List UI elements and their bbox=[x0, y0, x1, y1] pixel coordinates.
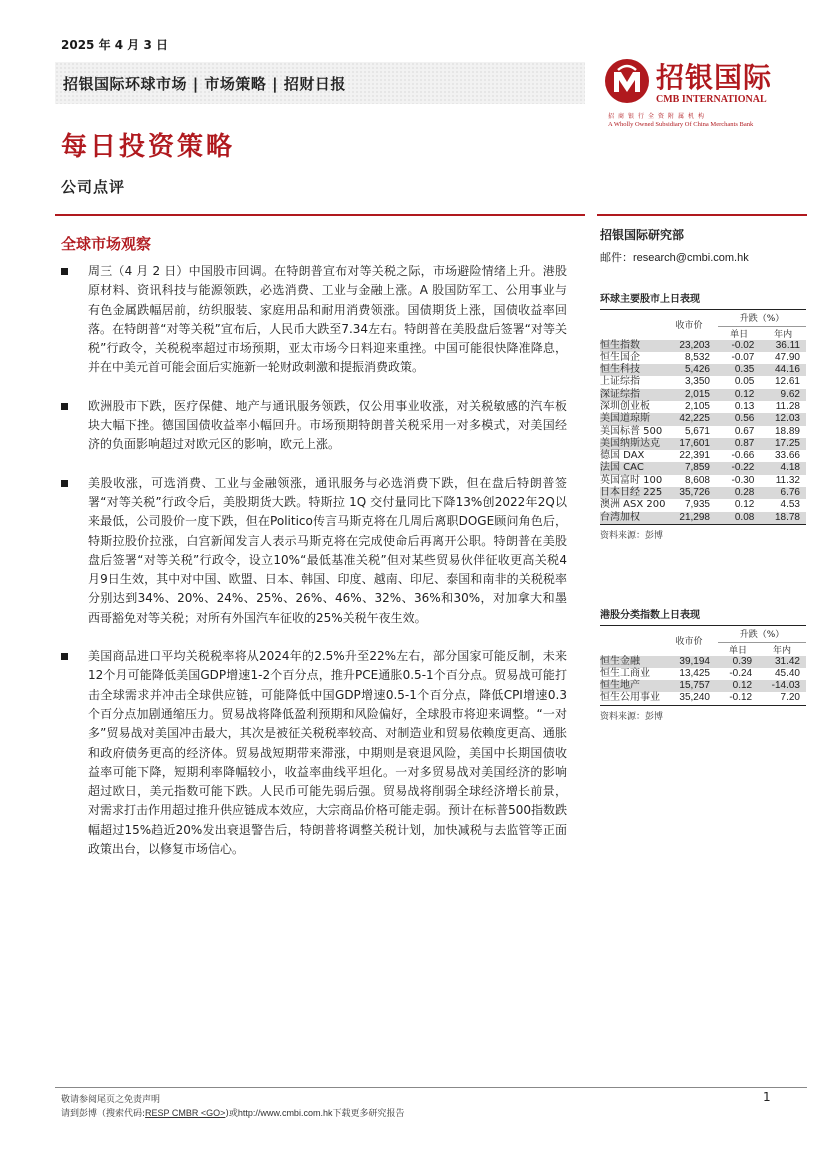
index-name: 澳洲 ASX 200 bbox=[600, 499, 666, 511]
index-name: 台湾加权 bbox=[600, 512, 668, 525]
close-value: 21,298 bbox=[668, 512, 718, 525]
column-header-ytd: 年内 bbox=[758, 642, 806, 656]
ytd-change: 12.03 bbox=[760, 413, 806, 425]
index-name: 恒生工商业 bbox=[600, 667, 650, 679]
table-row bbox=[600, 499, 806, 511]
index-name: 英国富时 100 bbox=[600, 474, 663, 486]
column-header-day: 单日 bbox=[718, 326, 760, 340]
table-body bbox=[600, 656, 806, 706]
column-header-close: 收市价 bbox=[675, 320, 703, 331]
bullet-text: 欧洲股市下跌，医疗保健、地产与通讯服务领跌，仅公用事业收涨，对关税敏感的汽车板块大幅下挫。德国国债收益率小幅回升。市场预期特朗普关税采用一对多模式，对美国经济的负面影响超过对欧元区的影响，欧元上涨。 bbox=[88, 398, 567, 452]
ytd-change: 45.40 bbox=[774, 667, 800, 679]
cmbi-logo bbox=[600, 54, 800, 134]
close-value: 35,240 bbox=[679, 692, 710, 704]
logo-english-name: CMB INTERNATIONAL bbox=[656, 94, 767, 105]
ytd-change: 9.62 bbox=[760, 389, 806, 401]
bullet-text: 美股收涨，可选消费、工业与金融领涨，通讯服务与必选消费下跌，但在盘后特朗普签署“对等关税”行政令后，美股期货大跌。特斯拉 1Q 交付量同比下降13%创2022年2Q以来最低，公司股价一度下跌，但在Politico传言马斯克将在几周后离职DOGE顾问角色后，特斯拉股价拉涨，白宫新闻发言人表示马斯克将在完成使命后再离开公职。特朗普在美股盘后签署“对等关税”行政令，设立10%“最低基准关税”但对某些贸易伙伴征收更高关税4月9日生效，其中对中国、欧盟、日本、韩国、印度、越南、印尼、泰国和南非的关税税率分别达到34%、20%、24%、25%、26%、46%、32%、36%和30%，对加拿大和墨西哥豁免对等关税；对所有外国汽车征收的25%关税午夜生效。 bbox=[88, 475, 567, 625]
table-source: 资料来源：彭博 bbox=[600, 530, 664, 541]
day-change: -0.07 bbox=[731, 351, 755, 363]
bullet-square-icon bbox=[61, 268, 68, 275]
bullet-text: 周三（4 月 2 日）中国股市回调。在特朗普宣布对等关税之际，市场避险情绪上升。港股原材料、资讯科技与能源领跌，必选消费、工业与金融上涨。A 股国防军工、公用事业与有色金属跌幅居前，纺织服装、家庭用品和耐用消费领涨。国债期货上涨，国债收益率回落。在特朗普“对等关税”宣布后，人民币大跌至7.34左右。特朗普在美股盘后签署“对等关税”行政令，关税税率超过市场预期，亚太市场今日料迎来重挫。中国可能很快降准降息，并在中美元首可能会面后实施新一轮财政刺激和提振消费政策。 bbox=[88, 264, 567, 375]
index-name: 美国纳斯达克 bbox=[600, 438, 668, 450]
column-header-close: 收市价 bbox=[675, 636, 703, 647]
close-value: 15,757 bbox=[668, 680, 718, 692]
ytd-change: 6.76 bbox=[760, 487, 806, 499]
close-value: 8,608 bbox=[684, 474, 710, 486]
footer-suffix: 下载更多研究报告 bbox=[332, 1109, 405, 1119]
index-name: 美国道琼斯 bbox=[600, 413, 668, 425]
column-header-ytd: 年内 bbox=[760, 326, 806, 340]
table-row bbox=[600, 340, 806, 352]
day-change: 0.13 bbox=[734, 400, 755, 412]
cmbi-logo-icon bbox=[604, 58, 650, 104]
global-markets-table-block bbox=[600, 290, 806, 541]
close-value: 8,532 bbox=[684, 351, 710, 363]
ytd-change: 36.11 bbox=[760, 340, 806, 352]
table-row bbox=[600, 364, 806, 376]
index-name: 深圳创业板 bbox=[600, 400, 650, 412]
website-link[interactable]: http://www.cmbi.com.hk bbox=[237, 1108, 333, 1118]
index-name: 恒生公用事业 bbox=[600, 692, 660, 704]
hk-sector-table-block bbox=[600, 606, 806, 722]
day-change: -0.02 bbox=[718, 340, 760, 352]
page-number: 1 bbox=[763, 1090, 771, 1104]
bullet-square-icon bbox=[61, 653, 68, 660]
close-value: 35,726 bbox=[668, 487, 718, 499]
ytd-change: -14.03 bbox=[758, 680, 806, 692]
bullet-square-icon bbox=[61, 403, 68, 410]
ytd-change: 17.25 bbox=[760, 438, 806, 450]
index-name: 恒生科技 bbox=[600, 364, 668, 376]
day-change: 0.05 bbox=[734, 376, 755, 388]
day-change: -0.12 bbox=[729, 692, 753, 704]
column-header-day: 单日 bbox=[718, 642, 758, 656]
day-change: 0.35 bbox=[718, 364, 760, 376]
logo-chinese-name: 招银国际 bbox=[656, 61, 773, 94]
ytd-change: 4.18 bbox=[760, 462, 806, 474]
ytd-change: 4.53 bbox=[780, 499, 800, 511]
table-row bbox=[600, 401, 806, 413]
day-change: -0.66 bbox=[731, 450, 755, 462]
index-name: 恒生金融 bbox=[600, 656, 668, 668]
market-bullets bbox=[61, 262, 567, 878]
ytd-change: 18.78 bbox=[760, 512, 806, 525]
table-row bbox=[600, 450, 806, 462]
footer-download-note bbox=[61, 1106, 404, 1119]
index-name: 深证综指 bbox=[600, 389, 668, 401]
day-change: 0.87 bbox=[718, 438, 760, 450]
day-change: 0.39 bbox=[718, 656, 758, 668]
ytd-change: 12.61 bbox=[774, 376, 800, 388]
day-change: 0.08 bbox=[718, 512, 760, 525]
bloomberg-code-link[interactable]: RESP CMBR <GO> bbox=[145, 1108, 226, 1118]
research-contact bbox=[600, 226, 806, 265]
document-subtitle: 公司点评 bbox=[61, 178, 126, 196]
table-title: 港股分类指数上日表现 bbox=[600, 606, 806, 626]
ytd-change: 44.16 bbox=[760, 364, 806, 376]
day-change: 0.28 bbox=[718, 487, 760, 499]
day-change: -0.30 bbox=[731, 474, 755, 486]
document-title: 每日投资策略 bbox=[61, 132, 236, 162]
close-value: 39,194 bbox=[668, 656, 718, 668]
index-name: 美国标普 500 bbox=[600, 425, 663, 437]
table-row bbox=[600, 438, 806, 450]
table-row bbox=[600, 389, 806, 401]
close-value: 22,391 bbox=[679, 450, 710, 462]
table-row bbox=[600, 512, 806, 525]
table-row bbox=[600, 487, 806, 499]
bullet-item bbox=[61, 397, 567, 455]
ytd-change: 11.28 bbox=[775, 400, 800, 412]
bullet-item bbox=[61, 474, 567, 628]
day-change: -0.22 bbox=[718, 462, 760, 474]
index-name: 恒生指数 bbox=[600, 340, 668, 352]
close-value: 17,601 bbox=[668, 438, 718, 450]
table-row bbox=[600, 475, 806, 487]
index-name: 恒生地产 bbox=[600, 680, 668, 692]
section-title: 全球市场观察 bbox=[61, 235, 152, 253]
close-value: 23,203 bbox=[668, 340, 718, 352]
global-markets-table bbox=[600, 310, 806, 525]
index-name: 上证综指 bbox=[600, 376, 640, 388]
day-change: 0.12 bbox=[718, 389, 760, 401]
side-column-rule bbox=[597, 214, 807, 216]
ytd-change: 31.42 bbox=[758, 656, 806, 668]
table-row bbox=[600, 426, 806, 438]
logo-subtitle-en: A Wholly Owned Subsidiary Of China Merchants Bank bbox=[608, 121, 754, 128]
day-change: -0.24 bbox=[729, 667, 753, 679]
table-row bbox=[600, 656, 806, 668]
bullet-text: 美国商品进口平均关税税率将从2024年的2.5%升至22%左右，部分国家可能反制，未来12个月可能降低美国GDP增速1-2个百分点，推升PCE通胀0.5-1个百分点。贸易战可能打击全球需求并冲击全球供应链，可能降低中国GDP增速0.5-1个百分点，降低CPI增速0.3个百分点加剧通缩压力。贸易战将降低盈利预期和风险偏好，全球股市将迎来调整。“一对多”贸易战对美国冲击最大，其次是被征关税税率较高、对制造业和贸易依赖度更高、通胀和政府债务更高的经济体。贸易战短期带来滞涨，中期则是衰退风险，美国中长期国债收益率可能下降，短期利率降幅较小，收益率曲线平坦化。一对多贸易战对美国经济的影响超过欧日，美元指数可能下跌。人民币可能先弱后强。贸易战将削弱全球经济增长前景，对需求打击作用超过推升供应链成本效应，大宗商品价格可能走弱。预计在标普500指数跌幅超过15%趋近20%发出衰退警告后，特朗普将调整关税计划，加快减税与去监管等正面政策出台，以修复市场信心。 bbox=[88, 649, 567, 857]
ytd-change: 18.89 bbox=[774, 425, 800, 437]
main-column-rule bbox=[55, 214, 585, 216]
ytd-change: 11.32 bbox=[775, 474, 800, 486]
email-label: 邮件： bbox=[600, 252, 633, 264]
day-change: 0.67 bbox=[734, 425, 755, 437]
header-band-title: 招银国际环球市场 | 市场策略 | 招财日报 bbox=[63, 75, 346, 93]
footer-disclaimer: 敬请参阅尾页之免责声明 bbox=[61, 1095, 161, 1105]
table-body bbox=[600, 340, 806, 525]
table-row bbox=[600, 352, 806, 364]
logo-subtitle-cn: 招商银行全资附属机构 bbox=[608, 113, 709, 120]
hk-sector-table bbox=[600, 626, 806, 706]
close-value: 5,671 bbox=[684, 425, 710, 437]
bullet-item bbox=[61, 262, 567, 378]
index-name: 法国 CAC bbox=[600, 462, 668, 474]
column-header-change: 升跌（%） bbox=[739, 314, 785, 325]
index-name: 德国 DAX bbox=[600, 450, 645, 462]
close-value: 5,426 bbox=[668, 364, 718, 376]
contact-email-line bbox=[600, 249, 806, 265]
close-value: 7,859 bbox=[668, 462, 718, 474]
index-name: 日本日经 225 bbox=[600, 487, 668, 499]
table-row bbox=[600, 462, 806, 474]
close-value: 42,225 bbox=[668, 413, 718, 425]
bullet-square-icon bbox=[61, 480, 68, 487]
bullet-item bbox=[61, 647, 567, 859]
table-title: 环球主要股市上日表现 bbox=[600, 290, 806, 310]
table-row bbox=[600, 668, 806, 680]
report-date: 2025 年 4 月 3 日 bbox=[61, 38, 168, 52]
day-change: 0.12 bbox=[734, 499, 755, 511]
ytd-change: 7.20 bbox=[780, 692, 800, 704]
table-row bbox=[600, 680, 806, 692]
day-change: 0.12 bbox=[718, 680, 758, 692]
close-value: 2,015 bbox=[668, 389, 718, 401]
footer-prefix: 请到彭博（搜索代码: bbox=[61, 1109, 146, 1119]
table-row bbox=[600, 413, 806, 425]
close-value: 3,350 bbox=[684, 376, 710, 388]
ytd-change: 33.66 bbox=[774, 450, 800, 462]
footer-mid: )或 bbox=[225, 1109, 238, 1119]
table-row bbox=[600, 692, 806, 705]
footer-rule bbox=[55, 1087, 807, 1088]
close-value: 13,425 bbox=[679, 667, 710, 679]
column-header-change: 升跌（%） bbox=[739, 630, 785, 641]
close-value: 2,105 bbox=[684, 400, 710, 412]
email-address[interactable]: research@cmbi.com.hk bbox=[633, 252, 749, 264]
index-name: 恒生国企 bbox=[600, 351, 640, 363]
close-value: 7,935 bbox=[684, 499, 710, 511]
table-row bbox=[600, 376, 806, 388]
header-band bbox=[55, 62, 585, 104]
day-change: 0.56 bbox=[718, 413, 760, 425]
research-dept: 招银国际研究部 bbox=[600, 228, 685, 242]
table-source: 资料来源：彭博 bbox=[600, 711, 664, 722]
ytd-change: 47.90 bbox=[774, 351, 800, 363]
